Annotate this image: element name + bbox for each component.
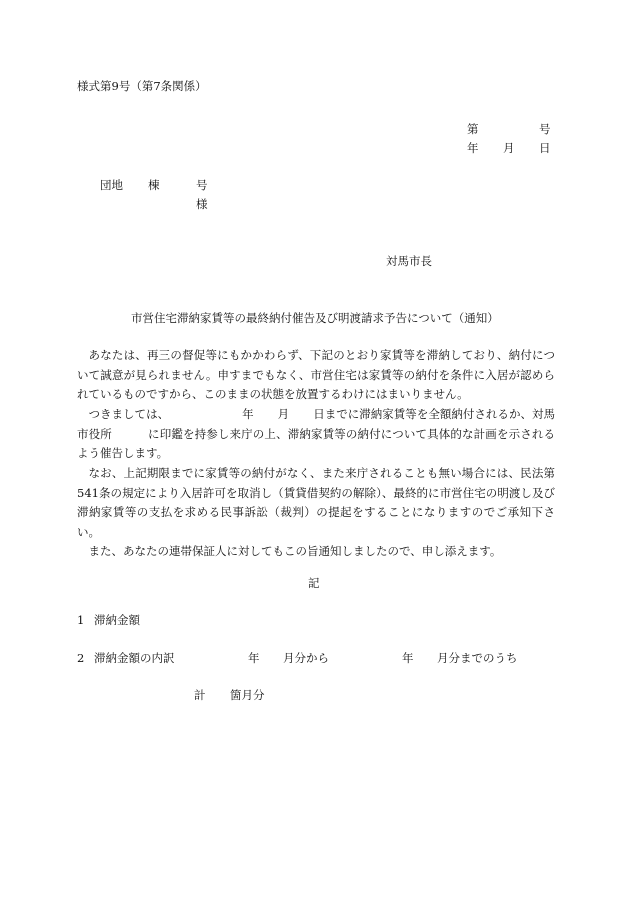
document-number-prefix: 第 (467, 122, 479, 136)
deadline-year: 年 (242, 407, 254, 421)
item-2-number: 2 (77, 651, 85, 665)
form-number: 様式第9号（第7条関係） (77, 79, 207, 93)
recipient-sama: 様 (196, 197, 208, 211)
paragraph-2-text-2: 日までに滞納家賃等を全額納付されるか、対馬市役所 (77, 407, 555, 441)
deadline-month: 月 (277, 407, 290, 421)
recipient-tou: 棟 (148, 178, 160, 192)
item-2-to-month: 月分までのうち (437, 651, 518, 665)
item-2-total: 計 (194, 688, 206, 702)
paragraph-2-text-1: つきましては、 (88, 407, 170, 421)
body-paragraph-2 (77, 405, 555, 464)
sender-name: 対馬市長 (386, 254, 432, 268)
item-2-label: 滞納金額の内訳 (94, 651, 175, 665)
paragraph-2-text-3: に印鑑を持参し来庁の上、滞納家賃等の納付について具体的な計画を示されるよう催告します。 (77, 426, 555, 461)
item-2-from-year: 年 (248, 651, 260, 665)
document-date-month: 月 (503, 141, 515, 155)
document-title: 市営住宅滞納家賃等の最終納付催告及び明渡請求予告について（通知） (131, 311, 499, 325)
ki-heading: 記 (308, 576, 320, 590)
recipient-danchi: 団地 (100, 178, 123, 192)
recipient-gou: 号 (196, 178, 208, 192)
item-2-to-year: 年 (402, 651, 414, 665)
document-number-suffix: 号 (539, 122, 551, 136)
document-date-day: 日 (539, 141, 551, 155)
body-paragraph-1: あなたは、再三の督促等にもかかわらず、下記のとおり家賃等を滞納しており、納付について誠意が見られません。申すまでもなく、市営住宅は家賃等の納付を条件に入居が認められているものですから、このままの状態を放置するわけにはまいりません。 (77, 348, 555, 402)
item-2-from-month: 月分から (283, 651, 329, 665)
document-date-year: 年 (467, 141, 479, 155)
item-2-months: 箇月分 (230, 688, 265, 702)
body-paragraph-4: また、あなたの連帯保証人に対してもこの旨通知しましたので、申し添えます。 (88, 544, 502, 558)
item-1-label: 滞納金額 (94, 613, 140, 627)
item-1-number: 1 (77, 613, 85, 627)
body-paragraph-3: なお、上記期限までに家賃等の納付がなく、また来庁されることも無い場合には、民法第541条の規定により入居許可を取消し（賃貸借契約の解除）、最終的に市営住宅の明渡し及び滞納家賃等の支払を求める民事訴訟（裁判）の提起をすることになりますのでご承知下さい。 (77, 466, 555, 539)
